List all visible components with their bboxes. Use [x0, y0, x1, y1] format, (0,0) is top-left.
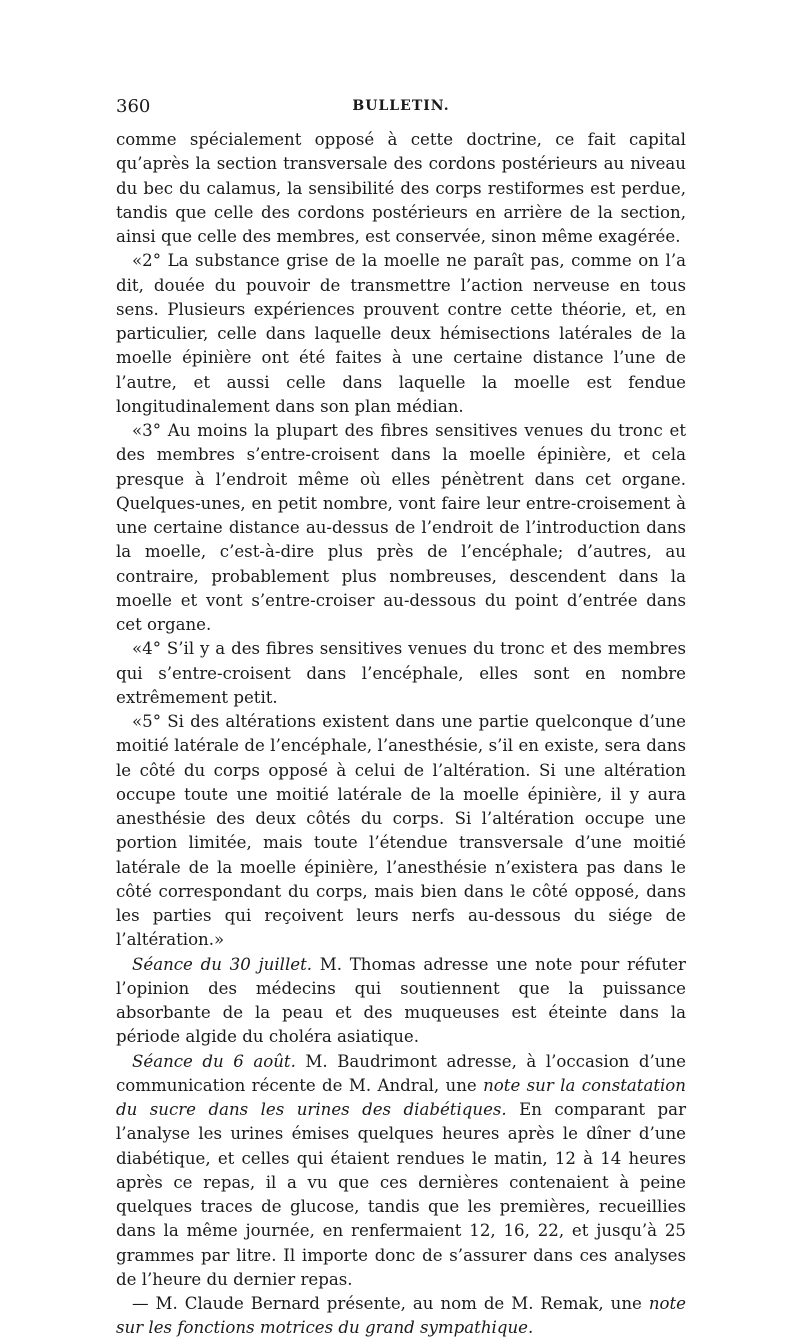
page-number: 360 [116, 96, 151, 117]
paragraph-4: «4° S’il y a des fibres sensitives venues du tronc et des membres qui s’entre-croisent dans l’encéphale, elles sont en nombre extrêmement petit. [116, 639, 686, 707]
paragraph-6 [116, 953, 686, 1050]
paragraph-7-text-a: M. Baudrimont adresse, à l’occasion d’une communication récente de M. Andral, une [116, 1051, 686, 1095]
session-date-label: Séance du 6 août. [132, 1051, 296, 1071]
note-title: note sur les fonctions motrices du grand sympathique. [116, 1294, 686, 1338]
session-date-label: Séance du 30 juillet. [132, 954, 313, 974]
paragraph-7 [116, 1050, 686, 1293]
paragraph-5: «5° Si des altérations existent dans une partie quelconque d’une moitié latérale de l’encéphale, l’anesthésie, s’il en existe, sera dans le côté du corps opposé à celui de l’altération. Si une altération occupe toute une moitié latérale de la moelle épinière, il y aura anesthésie des deux côtés du corps. Si l’altération occupe une portion limitée, mais toute l’étendue transversale d’une moitié latérale de la moelle épinière, l’anesthésie n’existera pas dans le côté correspondant du corps, mais bien dans le côté opposé, dans les parties qui reçoivent leurs nerfs au-dessous du siége de l’altération.» [116, 712, 686, 950]
paragraph-8-text: — M. Claude Bernard présente, au nom de M. Remak, une [132, 1294, 649, 1313]
paragraph-2: «2° La substance grise de la moelle ne paraît pas, comme on l’a dit, douée du pouvoir de transmettre l’action nerveuse en tous sens. Plusieurs expériences prouvent contre cette théorie, et, en particulier, celle dans laquelle deux hémisections latérales de la moelle épinière ont été faites à une certaine distance l’une de l’autre, et aussi celle dans laquelle la moelle est fendue longitudinalement dans son plan médian. [116, 251, 686, 416]
paragraph-7-text-b: En comparant par l’analyse les urines émises quelques heures après le dîner d’une diabétique, et celles qui étaient rendues le matin, 12 à 14 heures après ce repas, il a vu que ces dernières contenaient à peine quelques traces de glucose, tandis que les premières, recueillies dans la même journée, en renfermaient 12, 16, 22, et jusqu’à 25 grammes par litre. Il importe donc de s’assurer dans ces analyses de l’heure du dernier repas. [116, 1100, 686, 1289]
paragraph-6-text: M. Thomas adresse une note pour réfuter l’opinion des médecins qui soutiennent que la puissance absorbante de la peau et des muqueuses est éteinte dans la période algide du choléra asiatique. [116, 954, 686, 1047]
page-header [116, 96, 686, 120]
running-title: BULLETIN. [352, 98, 450, 114]
paragraph-3: «3° Au moins la plupart des fibres sensitives venues du tronc et des membres s’entre-croisent dans la moelle épinière, et cela presque à l’endroit même où elles pénètrent dans cet organe. Quelques-unes, en petit nombre, vont faire leur entre-croisement à une certaine distance au-dessus de l’endroit de l’introduction dans la moelle, c’est-à-dire plus près de l’encéphale; d’autres, au contraire, probablement plus nombreuses, descendent dans la moelle et vont s’entre-croiser au-dessous du point d’entrée dans cet organe. [116, 421, 686, 634]
note-title: note sur la constatation du sucre dans les urines des diabétiques. [116, 1075, 686, 1119]
paragraph-8 [116, 1292, 686, 1341]
body-text [116, 128, 686, 1341]
paragraph-1: comme spécialement opposé à cette doctrine, ce fait capital qu’après la section transversale des cordons postérieurs au niveau du bec du calamus, la sensibilité des corps restiformes est perdue, tandis que celle des cordons postérieurs en arrière de la section, ainsi que celle des membres, est conservée, sinon même exagérée. [116, 130, 686, 246]
